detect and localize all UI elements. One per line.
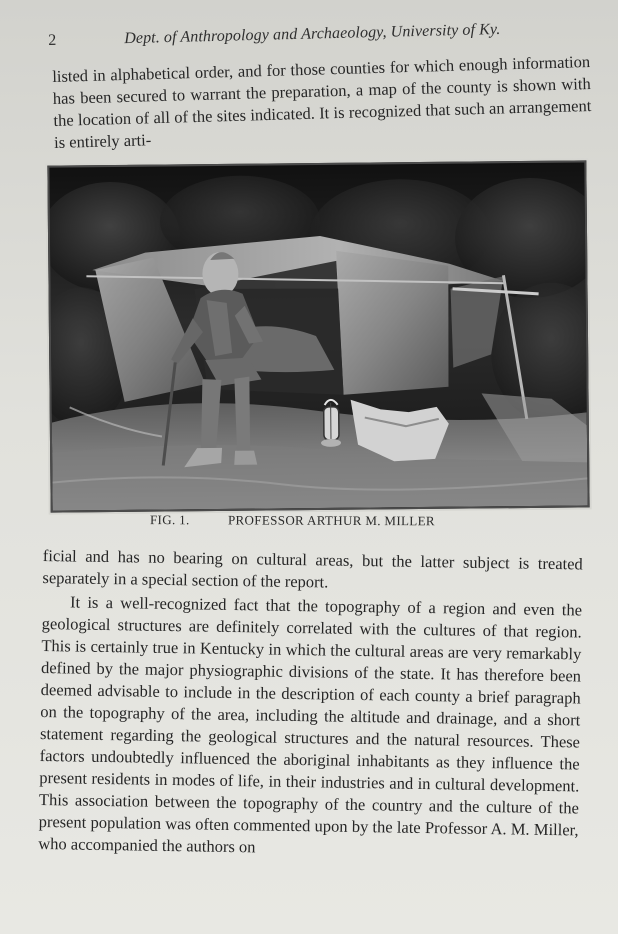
top-paragraph: listed in alphabetical order, and for those counties for which enough information has been secured to warrant the preparation, a map of the county is shown with the location of all of the sites indicated. It is recognized that such an arrangement is entirely arti- (52, 51, 592, 152)
camp-photo-illustration (49, 162, 587, 510)
figure-caption (132, 512, 522, 529)
figure-title: PROFESSOR ARTHUR M. MILLER (227, 512, 435, 529)
continued-paragraph: ficial and has no bearing on cultural areas, but the latter subject is treated separately in a special section of the report. (42, 545, 583, 592)
figure-label: FIG. 1. (149, 512, 190, 528)
photograph (47, 160, 589, 512)
page-header (48, 17, 588, 56)
top-text-block (52, 51, 592, 154)
bottom-text-block (38, 545, 583, 863)
page-number: 2 (48, 31, 57, 49)
running-title: Dept. of Anthropology and Archaeology, University of Ky. (124, 20, 501, 48)
main-paragraph: It is a well-recognized fact that the topography of a region and even the geological structures are definitely correlated with the cultures of that region. This is certainly true in Kentucky in which the cultural areas are very remarkably defined by the major physiographic divisions of the state. It has therefore been deemed advisable to include in the description of each county a brief paragraph on the topography of the area, including the altitude and drainage, and a short statement regarding the geological structures and the natural resources. These factors undoubtedly influenced the aboriginal inhabitants as they influence the present residents in modes of life, in their industries and in cultural development. This association between the topography of the country and the culture of the present population was often commented upon by the late Professor A. M. Miller, who accompanied the authors on (38, 592, 583, 857)
tent-right-panel (336, 250, 449, 395)
